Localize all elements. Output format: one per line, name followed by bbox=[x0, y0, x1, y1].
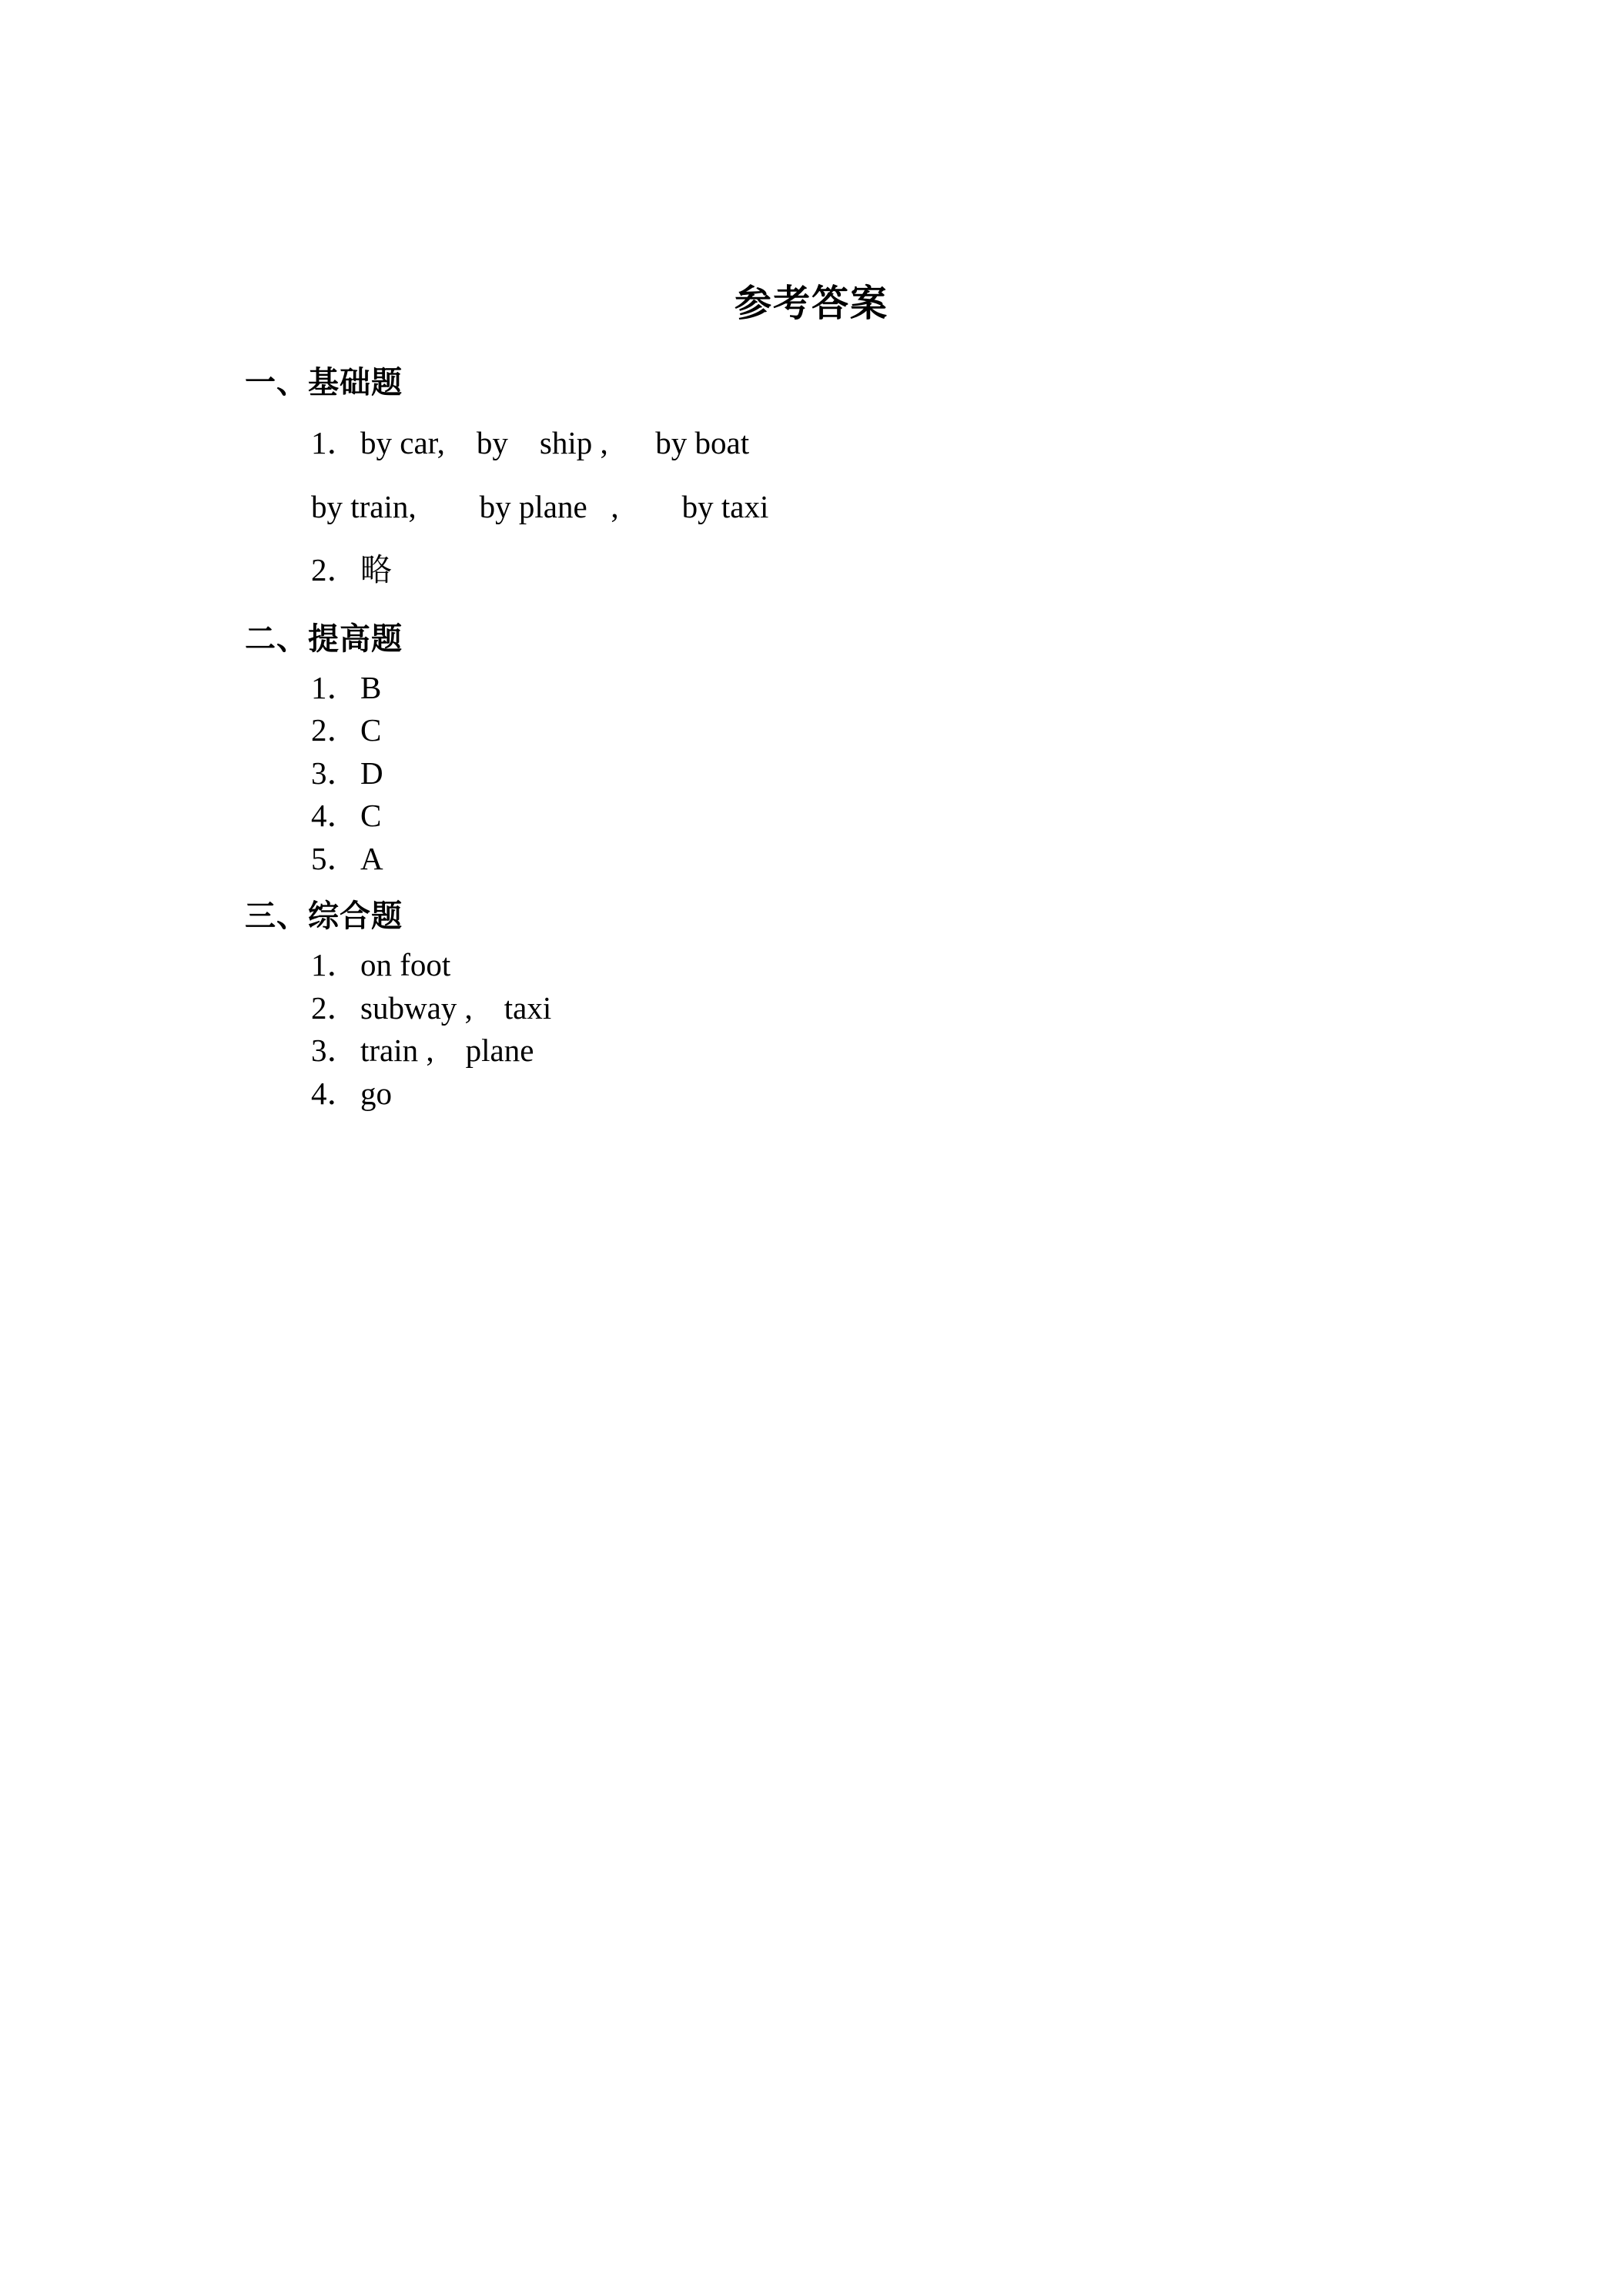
answer-line bbox=[311, 800, 381, 832]
page-title: 参考答案 bbox=[734, 282, 888, 325]
section-heading-comprehensive: 三、综合题 bbox=[245, 899, 403, 934]
answer-number: 4． bbox=[311, 1076, 359, 1111]
answer-line bbox=[311, 992, 551, 1024]
answer-line bbox=[311, 1035, 534, 1066]
answer-line bbox=[311, 672, 381, 704]
answer-text: go bbox=[360, 1076, 392, 1111]
answer-number: 2． bbox=[311, 552, 359, 587]
answer-text: A bbox=[360, 841, 383, 876]
answer-number: 2． bbox=[311, 712, 359, 748]
answer-line bbox=[311, 1078, 392, 1110]
answer-number: 4． bbox=[311, 798, 359, 833]
answer-number: 1． bbox=[311, 947, 359, 982]
answer-line bbox=[311, 491, 768, 523]
answer-text: C bbox=[360, 798, 382, 833]
answer-line bbox=[311, 843, 383, 875]
answer-number: 5． bbox=[311, 841, 359, 876]
answer-line bbox=[311, 712, 382, 748]
answer-text: by car, by ship , by boat bbox=[360, 425, 750, 460]
answer-text: subway , taxi bbox=[360, 990, 552, 1026]
answer-number: 2． bbox=[311, 990, 359, 1026]
answer-line bbox=[311, 554, 392, 586]
answer-number: 1． bbox=[311, 425, 359, 460]
answer-line bbox=[311, 755, 383, 791]
answer-text: D bbox=[360, 755, 383, 791]
section-heading-basic: 一、基础题 bbox=[245, 365, 403, 400]
answer-line bbox=[311, 427, 749, 459]
answer-text: 略 bbox=[360, 552, 392, 587]
answer-text: train , plane bbox=[360, 1033, 534, 1068]
answer-number: 3． bbox=[311, 1033, 359, 1068]
answer-text: C bbox=[360, 712, 382, 748]
answer-number: 1． bbox=[311, 670, 359, 705]
answer-text: B bbox=[360, 670, 382, 705]
section-heading-advanced: 二、提高题 bbox=[245, 621, 403, 657]
answer-number: 3． bbox=[311, 755, 359, 791]
answer-line bbox=[311, 949, 450, 981]
answer-text: by train, by plane , by taxi bbox=[311, 489, 769, 524]
answer-text: on foot bbox=[360, 947, 451, 982]
